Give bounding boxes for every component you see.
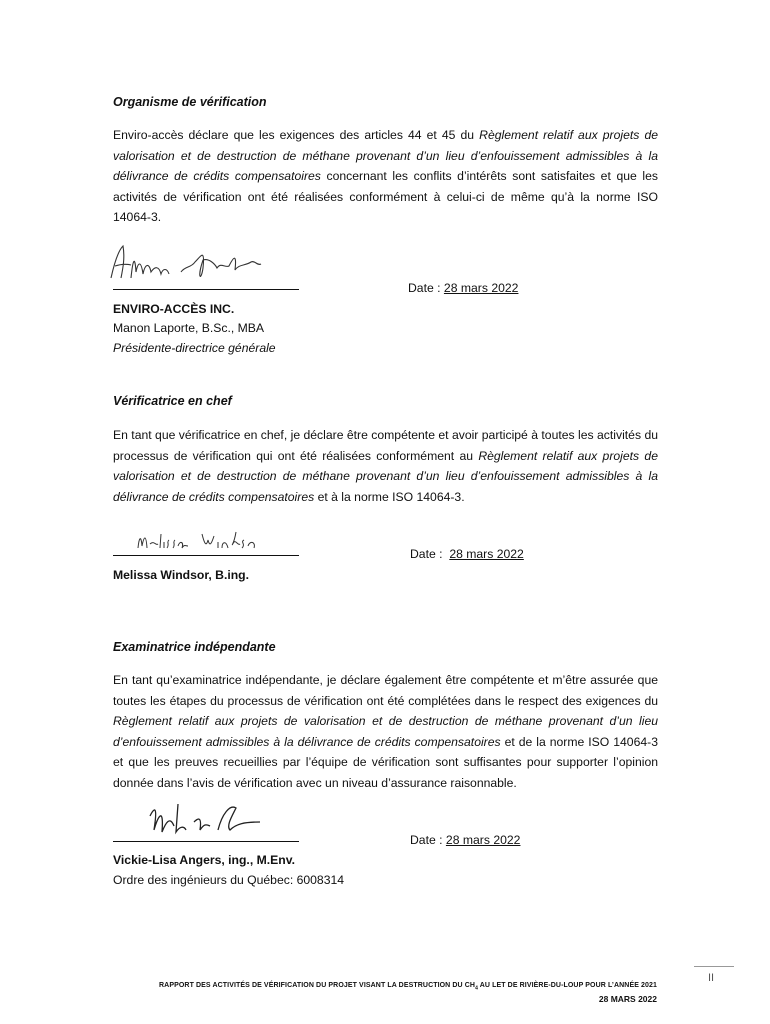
signatory-name: Melissa Windsor, B.ing. bbox=[113, 568, 250, 582]
page-number-rule bbox=[694, 966, 734, 967]
page-number: II bbox=[708, 972, 715, 984]
footer-report-title: RAPPORT DES ACTIVITÉS DE VÉRIFICATION DU PROJET VISANT LA DESTRUCTION DU $CH_4$ AU LET DE RIVIÈRE-DU-LOUP POUR L’ANNÉE 2021 bbox=[159, 982, 657, 992]
section-heading-independent-reviewer: Examinatrice indépendante bbox=[113, 640, 276, 654]
signature-line bbox=[113, 555, 299, 556]
signatory-name: Vickie-Lisa Angers, ing., M.Env. bbox=[113, 853, 295, 867]
independent-reviewer-paragraph: En tant qu’examinatrice indépendante, je déclare également être compétente et m’être assurée que toutes les étapes du processus de vérification ont été complétées dans le respect des exigences du Règlement relatif aux projets de valorisation et de destruction de méthane provenant d’un lieu d’enfouissement admissibles à la délivrance de crédits compensatoires et de la norme ISO 14064-3 et que les preuves recueillies par l’équipe de vérification sont suffisantes pour supporter l’opinion donnée dans l’avis de vérification avec un niveau d’assurance raisonnable. bbox=[113, 673, 658, 790]
footer-date: 28 MARS 2022 bbox=[598, 994, 657, 1004]
signature-line bbox=[113, 841, 299, 842]
signature-melissa-windsor bbox=[130, 528, 265, 554]
organization-name: ENVIRO-ACCÈS INC. bbox=[113, 302, 235, 316]
date-line: Date : 28 mars 2022 bbox=[410, 547, 524, 561]
date-line: Date : 28 mars 2022 bbox=[410, 833, 521, 847]
section-heading-verification-body: Organisme de vérification bbox=[113, 95, 267, 109]
signature-vickie-lisa-angers bbox=[140, 796, 270, 840]
section-heading-lead-verifier: Vérificatrice en chef bbox=[113, 394, 232, 408]
engineers-order-number: Ordre des ingénieurs du Québec: 6008314 bbox=[113, 873, 345, 887]
lead-verifier-paragraph: En tant que vérificatrice en chef, je déclare être compétente et avoir participé à toutes les activités du processus de vérification qui ont été réalisées conformément au Règlement relatif aux projets de valorisation et de destruction de méthane provenant d’un lieu d’enfouissement admissibles à la délivrance de crédits compensatoires et à la norme ISO 14064-3. bbox=[113, 428, 658, 504]
signatory-name: Manon Laporte, B.Sc., MBA bbox=[113, 321, 265, 335]
signature-line bbox=[113, 289, 299, 290]
signatory-role: Présidente-directrice générale bbox=[113, 341, 276, 355]
signature-manon-laporte bbox=[105, 238, 265, 286]
date-line: Date : 28 mars 2022 bbox=[408, 281, 519, 295]
verification-body-paragraph: Enviro-accès déclare que les exigences des articles 44 et 45 du Règlement relatif aux projets de valorisation et de destruction de méthane provenant d’un lieu d’enfouissement admissibles à la délivrance de crédits compensatoires concernant les conflits d’intérêts sont satisfaites et que les activités de vérification ont été réalisées conformément à celui-ci de même qu’à la norme ISO 14064-3. bbox=[113, 128, 658, 224]
